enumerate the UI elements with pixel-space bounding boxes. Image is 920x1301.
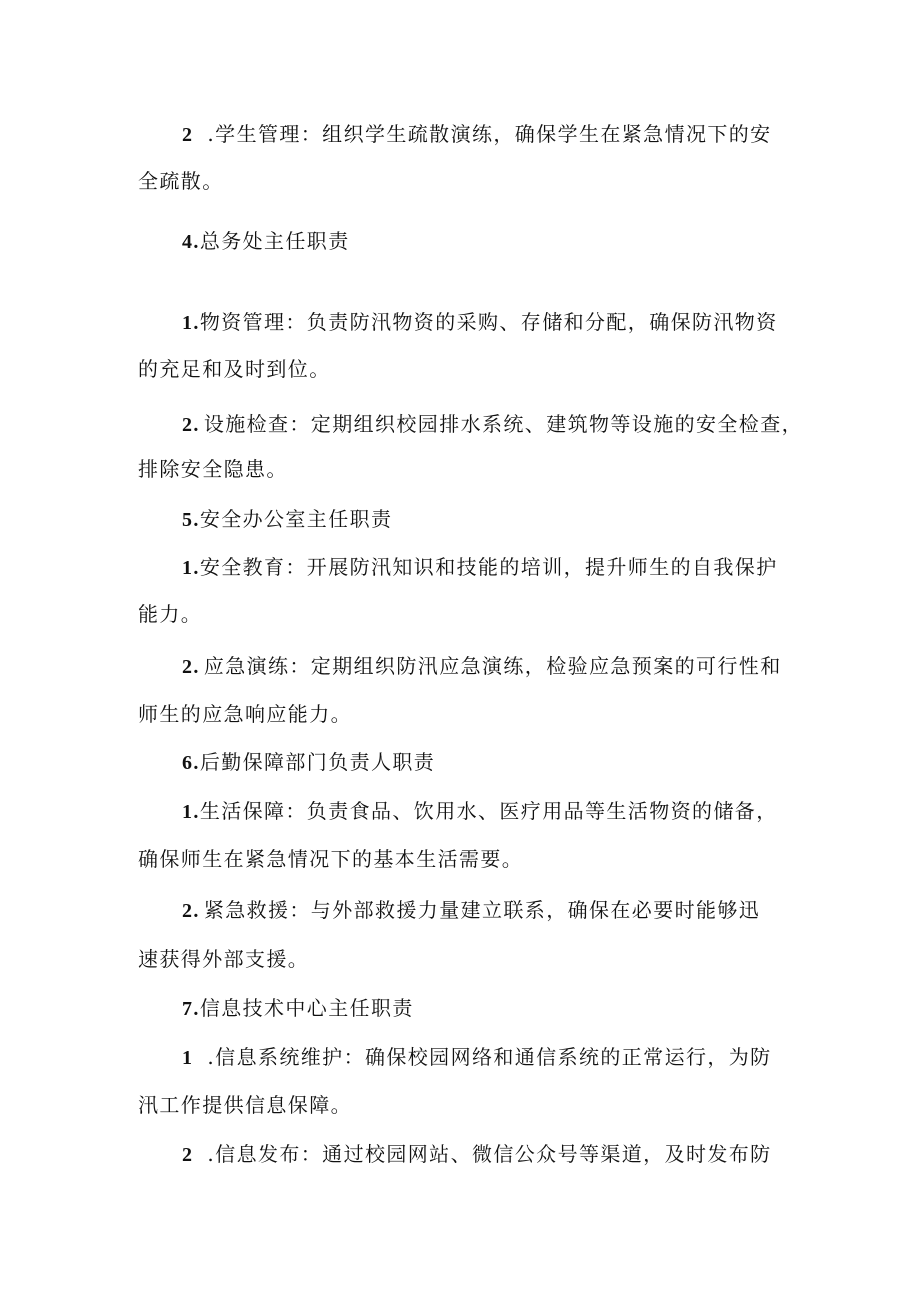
section-title: 安全办公室主任职责 (199, 507, 393, 531)
paragraph-continuation: 速获得外部支援。 (138, 947, 310, 971)
item-number: 2. (182, 900, 200, 922)
item-number: 1. (182, 312, 200, 334)
paragraph-continuation: 排除安全隐患。 (138, 457, 288, 481)
item-number: 1 (182, 1047, 194, 1069)
paragraph-materials-management (182, 308, 778, 337)
paragraph-text: .信息发布：通过校园网站、微信公众号等渠道，及时发布防 (207, 1142, 772, 1166)
section-heading-it-center (182, 994, 414, 1023)
item-number: 2 (182, 1144, 194, 1166)
paragraph-text: 设施检查：定期组织校园排水系统、建筑物等设施的安全检查， (203, 412, 804, 436)
section-title: 信息技术中心主任职责 (199, 996, 414, 1020)
paragraph-continuation: 汛工作提供信息保障。 (138, 1093, 352, 1117)
paragraph-text: .学生管理：组织学生疏散演练，确保学生在紧急情况下的安 (207, 122, 772, 146)
item-number: 2. (182, 414, 200, 436)
paragraph-text: 生活保障：负责食品、饮用水、医疗用品等生活物资的储备， (199, 799, 778, 823)
paragraph-text: 安全教育：开展防汛知识和技能的培训，提升师生的自我保护 (199, 555, 778, 579)
paragraph-continuation: 确保师生在紧急情况下的基本生活需要。 (138, 847, 524, 871)
section-number: 5. (182, 509, 200, 531)
paragraph-student-management (182, 120, 772, 149)
section-number: 6. (182, 752, 200, 774)
item-number: 2. (182, 656, 200, 678)
paragraph-text: 紧急救援：与外部救援力量建立联系，确保在必要时能够迅 (203, 898, 761, 922)
section-number: 4. (182, 231, 200, 253)
paragraph-text: 应急演练：定期组织防汛应急演练，检验应急预案的可行性和 (203, 654, 782, 678)
paragraph-continuation: 的充足和及时到位。 (138, 357, 331, 381)
paragraph-text: 物资管理：负责防汛物资的采购、存储和分配，确保防汛物资 (199, 310, 778, 334)
section-heading-general-affairs (182, 227, 350, 256)
paragraph-safety-education (182, 553, 778, 582)
section-title: 总务处主任职责 (199, 229, 350, 253)
item-number: 1. (182, 801, 200, 823)
section-heading-logistics (182, 748, 435, 777)
item-number: 1. (182, 557, 200, 579)
paragraph-info-release (182, 1140, 772, 1169)
section-title: 后勤保障部门负责人职责 (199, 750, 436, 774)
paragraph-living-support (182, 797, 778, 826)
section-heading-safety-office (182, 505, 392, 534)
paragraph-continuation: 师生的应急响应能力。 (138, 702, 352, 726)
paragraph-info-system-maintenance (182, 1043, 772, 1072)
paragraph-facility-inspection (182, 410, 803, 439)
paragraph-continuation: 能力。 (138, 602, 203, 626)
paragraph-emergency-rescue (182, 896, 760, 925)
item-number: 2 (182, 124, 194, 146)
paragraph-continuation: 全疏散。 (138, 169, 224, 193)
paragraph-emergency-drill (182, 652, 782, 681)
section-number: 7. (182, 998, 200, 1020)
paragraph-text: .信息系统维护：确保校园网络和通信系统的正常运行，为防 (207, 1045, 772, 1069)
